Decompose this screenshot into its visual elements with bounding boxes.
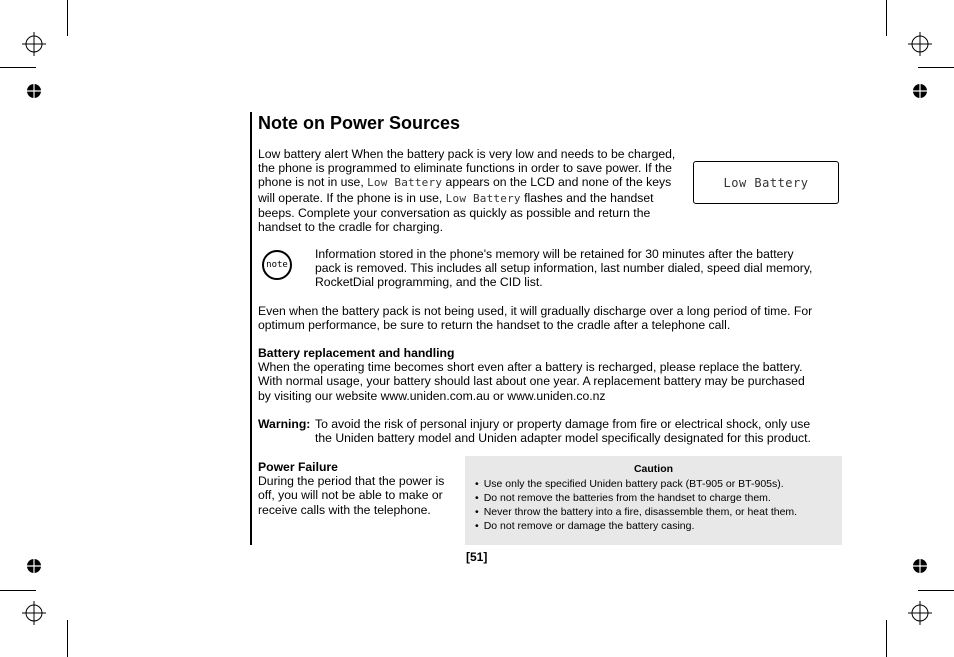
registration-dot-icon [911, 557, 929, 575]
text-line [258, 191, 698, 206]
note-paragraph [315, 247, 845, 290]
text-line [258, 175, 698, 190]
text-line: handset to the cradle for charging. [258, 220, 443, 235]
left-margin-rule [250, 112, 252, 545]
list-item: • Do not remove or damage the battery casing. [475, 519, 797, 533]
text-fragment: will operate. If the phone is in use, [258, 190, 446, 205]
registration-target-icon [22, 32, 46, 56]
lcd-inline-text: Low Battery [367, 176, 443, 190]
caution-box [465, 456, 842, 545]
registration-dot-icon [911, 82, 929, 100]
warning-text [315, 417, 845, 445]
lcd-inline-text: Low Battery [445, 191, 521, 205]
section-heading: Battery replacement and handling [258, 346, 455, 360]
registration-target-icon [22, 601, 46, 625]
text-line: Even when the battery pack is not being used, it will gradually discharge over a long period of time. For [258, 304, 813, 318]
text-line: receive calls with the telephone. [258, 502, 431, 517]
list-item: • Never throw the battery into a fire, disassemble them, or heat them. [475, 505, 797, 519]
text-line: beeps. Complete your conversation as quickly as possible and return the [258, 205, 651, 220]
text-fragment: flashes and the handset [520, 190, 654, 205]
text-line: off, you will not be able to make or [258, 488, 443, 503]
text-fragment: appears on the LCD and none of the keys [442, 175, 672, 190]
text-fragment: phone is not in use, [258, 175, 368, 190]
registration-dot-icon [25, 82, 43, 100]
note-icon [262, 250, 292, 280]
list-item: • Do not remove the batteries from the handset to charge them. [475, 491, 797, 505]
text-line: During the period that the power is [258, 474, 445, 489]
list-item: • Use only the specified Uniden battery pack (BT-905 or BT-905s). [475, 477, 797, 491]
text-line: the phone is programmed to eliminate functions in order to save power. If the [258, 161, 672, 176]
registration-target-icon [908, 601, 932, 625]
caution-title: Caution [633, 463, 674, 475]
discharge-paragraph [258, 304, 848, 332]
note-icon-label: note [266, 260, 288, 270]
text-line: Information stored in the phone's memory will be retained for 30 minutes after the battery [315, 247, 794, 261]
text-line: When the operating time becomes short even after a battery is recharged, please replace the battery. [258, 360, 803, 375]
text-line: by visiting our website www.uniden.com.au or www.uniden.co.nz [258, 388, 606, 403]
text-line: To avoid the risk of personal injury or property damage from fire or electrical shock, only use [315, 417, 811, 431]
lcd-display [693, 161, 839, 204]
text-line: RocketDial programming, and the CID list. [315, 275, 543, 290]
battery-replacement-section [258, 346, 848, 403]
power-failure-section [258, 460, 458, 517]
text-line: With normal usage, your battery should last about one year. A replacement battery may be purchased [258, 374, 805, 389]
registration-target-icon [908, 32, 932, 56]
warning-label: Warning: [258, 417, 311, 431]
page-title: Note on Power Sources [258, 113, 461, 133]
section-heading: Power Failure [258, 460, 338, 474]
page-number: [51] [466, 550, 488, 564]
text-line: pack is removed. This includes all setup information, last number dialed, speed dial memory, [315, 261, 813, 276]
registration-dot-icon [25, 557, 43, 575]
lcd-display-text: Low Battery [723, 175, 809, 190]
text-line: the Uniden battery model and Uniden adapter model specifically designated for this product. [315, 431, 811, 446]
caution-list [475, 477, 797, 533]
low-battery-paragraph [258, 147, 698, 234]
text-line: Low battery alert When the battery pack is very low and needs to be charged, [258, 147, 676, 161]
text-line: optimum performance, be sure to return the handset to the cradle after a telephone call. [258, 318, 731, 333]
